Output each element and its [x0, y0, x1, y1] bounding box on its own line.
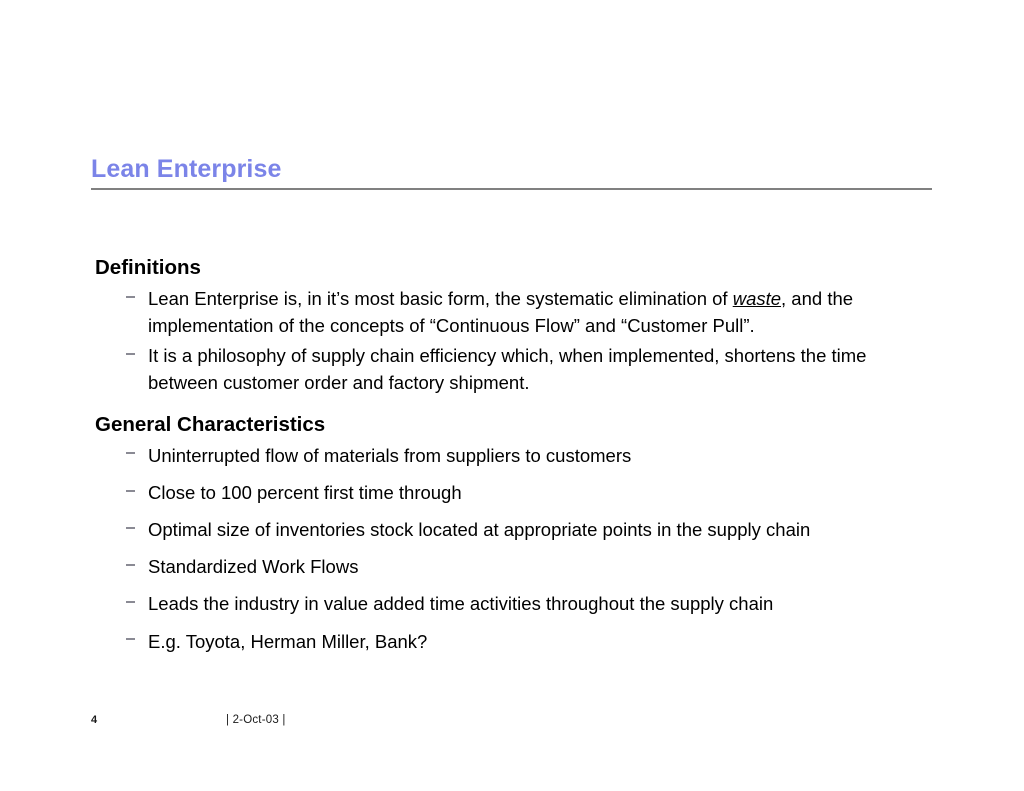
dash-bullet-icon: [126, 601, 135, 603]
list-item: [91, 480, 941, 507]
list-item: [91, 286, 941, 339]
list-item: [91, 591, 941, 618]
bullet-list-general-characteristics: [91, 443, 941, 655]
list-item-text: It is a philosophy of supply chain efficiency which, when implemented, shortens the time between customer order and factory shipment.: [148, 345, 867, 394]
list-item: [91, 554, 941, 581]
slide-footer: [0, 714, 1024, 734]
footer-date: | 2-Oct-03 |: [226, 714, 286, 726]
dash-bullet-icon: [126, 353, 135, 355]
list-item: [91, 443, 941, 470]
slide-body: [91, 256, 941, 666]
footer-page-number: 4: [91, 714, 98, 726]
dash-bullet-icon: [126, 527, 135, 529]
section-heading-definitions: Definitions: [95, 256, 201, 279]
list-item-text: E.g. Toyota, Herman Miller, Bank?: [148, 630, 428, 652]
list-item: [91, 629, 941, 656]
section-heading-general-characteristics: General Characteristics: [95, 412, 326, 436]
dash-bullet-icon: [126, 564, 135, 566]
bullet-list-definitions: [91, 286, 941, 397]
page-title: Lean Enterprise: [91, 155, 282, 183]
list-item-text: Standardized Work Flows: [148, 556, 359, 578]
dash-bullet-icon: [126, 296, 135, 298]
list-item-text: Optimal size of inventories stock located at appropriate points in the supply chain: [148, 519, 811, 541]
list-item: [91, 517, 941, 544]
dash-bullet-icon: [126, 490, 135, 492]
list-item-text: Leads the industry in value added time activities throughout the supply chain: [148, 593, 774, 615]
section-general-characteristics: [91, 413, 941, 655]
title-divider: [91, 188, 932, 190]
list-item: [91, 343, 941, 396]
list-item-text: Lean Enterprise is, in it’s most basic form, the systematic elimination of waste, and the implementation of the concepts of “Continuous Flow” and “Customer Pull”.: [148, 288, 854, 336]
dash-bullet-icon: [126, 452, 135, 454]
list-item-text: Uninterrupted flow of materials from suppliers to customers: [148, 444, 632, 466]
dash-bullet-icon: [126, 638, 135, 640]
section-definitions: [91, 256, 941, 397]
list-item-text: Close to 100 percent first time through: [148, 482, 462, 503]
